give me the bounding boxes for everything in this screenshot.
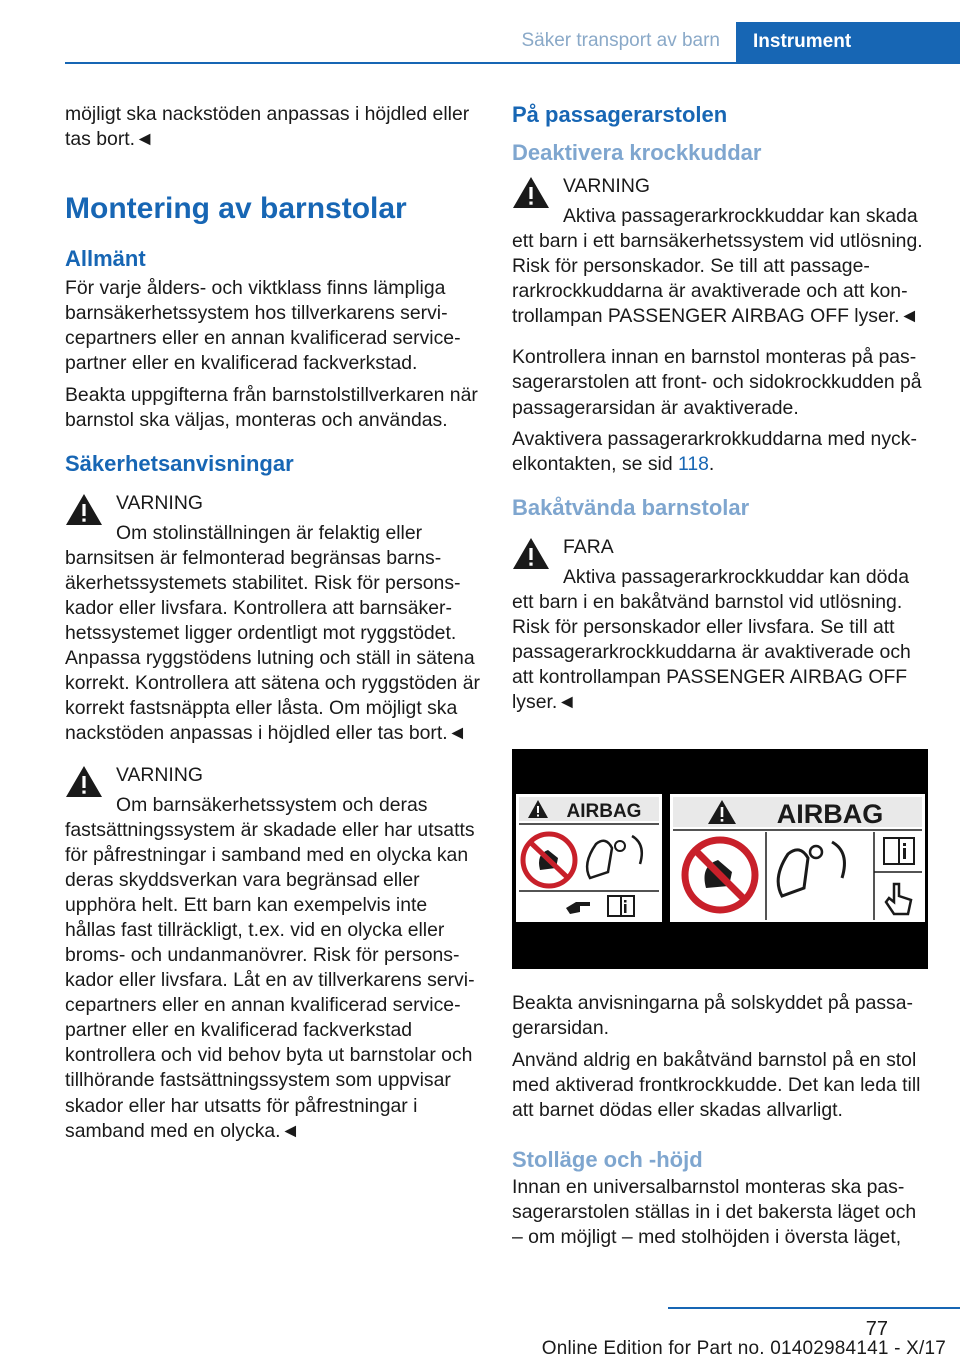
footer-rule xyxy=(668,1307,960,1309)
footer-edition: Online Edition for Part no. 01402984141 - X/17 xyxy=(541,1338,946,1359)
sunvisor-paragraph: Beakta anvisningarna på solskyddet på passagerarsidan. xyxy=(512,992,914,1040)
subheading-seat-position: Stolläge och -höjd xyxy=(512,1146,703,1172)
warning-label: VARNING xyxy=(116,491,203,514)
header-rule xyxy=(65,62,960,64)
airbag-sticker-figure xyxy=(512,749,928,969)
warning-triangle-icon xyxy=(65,765,103,798)
subheading-general: Allmänt xyxy=(65,246,146,272)
danger-block xyxy=(512,535,928,715)
general-paragraph-2: Beakta uppgifterna från barnstolstillverkaren när barnstol ska väljas, monteras och användas. xyxy=(65,383,478,431)
warning-label: VARNING xyxy=(563,175,650,197)
subheading-rear-facing: Bakåtvända barnstolar xyxy=(512,494,750,520)
warning-triangle-icon xyxy=(65,493,103,526)
warning-block-3 xyxy=(512,174,928,329)
sticker-small-label: AIRBAG xyxy=(566,801,642,823)
warning-triangle-icon xyxy=(512,176,550,209)
subheading-passenger-seat: På passagerarstolen xyxy=(512,102,728,127)
intro-paragraph: möjligt ska nackstöden anpassas i höjdled eller tas bort.◄ xyxy=(65,103,470,151)
warning-text: barnsitsen är felmonterad begränsas barnsäkerhetssystemets stabilitet. Risk för personskador eller livsfara. Kontrollera att barnsäkerhetssystemet ligger ordentligt mot ryggstödet. Anpassa ryggstödens lutning och ställ in sätena korrekt. Kontrollera att sätena och ryggstöden är korrekt fastsnäppta eller låsta. Om möjligt ska nackstöden anpassas i höjdled eller tas bort.◄ xyxy=(65,546,480,745)
left-column xyxy=(65,102,480,1160)
header-section-title: Säker transport av barn xyxy=(521,30,720,51)
key-switch-paragraph xyxy=(512,427,928,477)
warning-block-2 xyxy=(65,763,480,1144)
airbag-sticker-small xyxy=(516,794,662,922)
airbag-warning-sticker-icon xyxy=(516,794,662,922)
warning-triangle-icon xyxy=(512,537,550,570)
page-link-118[interactable]: 118 xyxy=(678,452,709,475)
seat-position-paragraph: Innan en universalbarnstol monteras ska passagerarstolen ställas in i det bakersta läget och – om möjligt – med stolhöjden i översta läget, xyxy=(512,1175,917,1248)
warning-label: VARNING xyxy=(116,763,203,786)
airbag-warning-sticker-icon xyxy=(670,794,925,922)
warning-first-line: Om barnsäkerhetssystem och deras xyxy=(116,793,428,816)
section-heading-mounting: Montering av barnstolar xyxy=(65,192,407,226)
never-rear-facing-paragraph: Använd aldrig en bakåtvänd barnstol på en stol med aktiverad frontkrockkudde. Det kan leda till att barnet dödas eller skadas allvarligt. xyxy=(512,1048,921,1121)
check-paragraph: Kontrollera innan en barnstol monteras på passagerarstolen att front- och sidokrockkudden på passagerarsidan är avaktiverade. xyxy=(512,346,922,419)
warning-block-1 xyxy=(65,491,480,747)
key-switch-text: Avaktivera passagerarkrokkuddarna med nyckelkontakten, se sid xyxy=(512,427,917,475)
subheading-safety: Säkerhetsanvisningar xyxy=(65,450,294,476)
airbag-sticker-large xyxy=(670,794,925,922)
warning-first-line: Om stolinställningen är felaktig eller xyxy=(116,521,423,544)
warning-text: ett barn i ett barnsäkerhetssystem vid utlösning. Risk för personskador. Se till att passagerarkrockkuddarna är avaktiverade och att kontrollampan PASSENGER AIRBAG OFF lyser.◄ xyxy=(512,230,923,328)
page-number: 77 xyxy=(865,1318,888,1340)
danger-first-line: Aktiva passagerarkrockkuddar kan döda xyxy=(563,565,909,588)
subheading-deactivate-airbags: Deaktivera krockkuddar xyxy=(512,140,762,165)
header-chapter-tab: Instrument xyxy=(736,22,960,64)
sticker-large-label: AIRBAG xyxy=(776,799,884,830)
danger-label: FARA xyxy=(563,535,614,558)
danger-text: ett barn i en bakåtvänd barnstol vid utlösning. Risk för personskador eller livsfara. Se till att passagerarkrockkuddarna är avaktiverade och att kontrollampan PASSENGER AIRBAG OFF lyser.◄ xyxy=(512,590,911,714)
warning-text: fastsättningssystem är skadade eller har utsatts för påfrestningar i samband med en olycka kan deras skyddsverkan vara begränsad eller upphöra helt. Ett barn kan exempelvis inte hållas fast tillräckligt, t.ex. vid en olycka eller broms- och undanmanövrer. Risk för personskador eller livsfara. Låt en av tillverkarens servicepartners eller en annan kvalificerad servicepartner eller en kvalificerad fackverkstad kontrollera och vid behov byta ut barnstolar och tillhörande fastsättningssystem som uppvisar skador eller har utsatts för påfrestningar i samband med en olycka.◄ xyxy=(65,818,475,1142)
warning-first-line: Aktiva passagerarkrockkuddar kan skada xyxy=(563,205,918,227)
right-column xyxy=(512,102,928,1250)
key-switch-end: . xyxy=(708,452,715,475)
general-paragraph-1: För varje ålders- och viktklass finns lämpliga barnsäkerhetssystem hos tillverkarens servicepartners eller en annan kvalificerad servicepartner eller en kvalificerad fackverkstad. xyxy=(65,277,461,375)
